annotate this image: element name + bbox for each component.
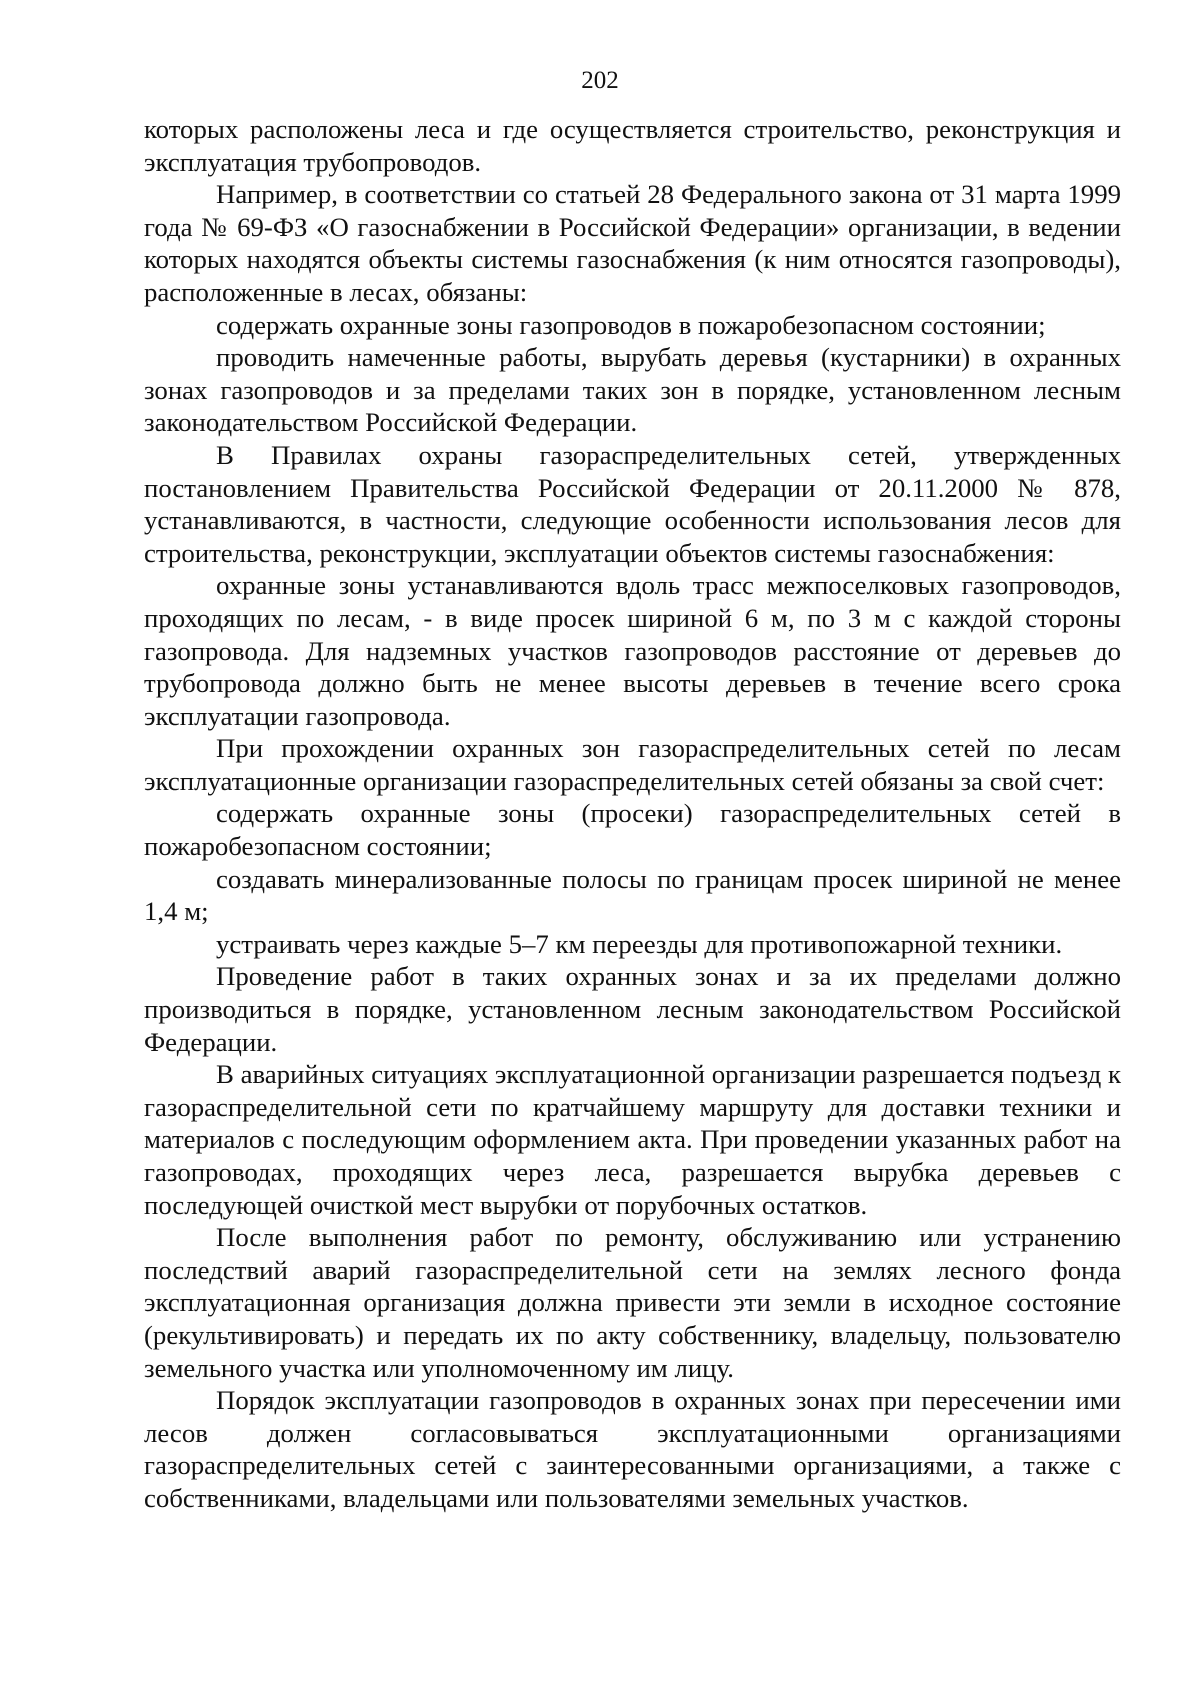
paragraph: которых расположены леса и где осуществляется строительство, реконструкция и эксплуатация трубопроводов. <box>144 114 1121 177</box>
paragraph: В Правилах охраны газораспределительных сетей, утвержденных постановлением Правительства Российской Федерации от 20.11.2000 № 878, устанавливаются, в частности, следующие особенности использования лесов для строительства, реконструкции, эксплуатации объектов системы газоснабжения: <box>144 439 1121 568</box>
paragraph: В аварийных ситуациях эксплуатационной организации разрешается подъезд к газораспределительной сети по кратчайшему маршруту для доставки техники и материалов с последующим оформлением акта. При проведении указанных работ на газопроводах, проходящих через леса, разрешается вырубка деревьев с последующей очисткой мест вырубки от порубочных остатков. <box>144 1059 1121 1220</box>
list-item: содержать охранные зоны газопроводов в пожаробезопасном состоянии; <box>216 309 1046 340</box>
list-item: устраивать через каждые 5–7 км переезды для противопожарной техники. <box>216 928 1063 959</box>
page-number: 202 <box>581 67 619 94</box>
list-item: содержать охранные зоны (просеки) газораспределительных сетей в пожаробезопасном состоянии; <box>144 798 1121 862</box>
paragraph: При прохождении охранных зон газораспределительных сетей по лесам эксплуатационные организации газораспределительных сетей обязаны за свой счет: <box>144 733 1121 796</box>
paragraph: Порядок эксплуатации газопроводов в охранных зонах при пересечении ими лесов должен согласовываться эксплуатационными организациями газораспределительных сетей с заинтересованными организациями, а также с собственниками, владельцами или пользователями земельных участков. <box>144 1385 1121 1513</box>
paragraph: Проведение работ в таких охранных зонах и за их пределами должно производиться в порядке, установленном лесным законодательством Российской Федерации. <box>144 961 1121 1057</box>
paragraph: После выполнения работ по ремонту, обслуживанию или устранению последствий аварий газораспределительной сети на землях лесного фонда эксплуатационная организация должна привести эти земли в исходное состояние (рекультивировать) и передать их по акту собственнику, владельцу, пользователю земельного участка или уполномоченному им лицу. <box>144 1222 1121 1383</box>
document-body <box>144 113 1121 1515</box>
list-item: проводить намеченные работы, вырубать деревья (кустарники) в охранных зонах газопроводов и за пределами таких зон в порядке, установленном лесным законодательством Российской Федерации. <box>144 342 1121 438</box>
list-item: создавать минерализованные полосы по границам просек шириной не менее 1,4 м; <box>144 863 1121 927</box>
list-item: охранные зоны устанавливаются вдоль трасс межпоселковых газопроводов, проходящих по лесам, - в виде просек шириной 6 м, по 3 м с каждой стороны газопровода. Для надземных участков газопроводов расстояние от деревьев до трубопровода должно быть не менее высоты деревьев в течение всего срока эксплуатации газопровода. <box>144 570 1121 731</box>
paragraph: Например, в соответствии со статьей 28 Федерального закона от 31 марта 1999 года № 69-ФЗ «О газоснабжении в Российской Федерации» организации, в ведении которых находятся объекты системы газоснабжения (к ним относятся газопроводы), расположенные в лесах, обязаны: <box>144 179 1121 307</box>
